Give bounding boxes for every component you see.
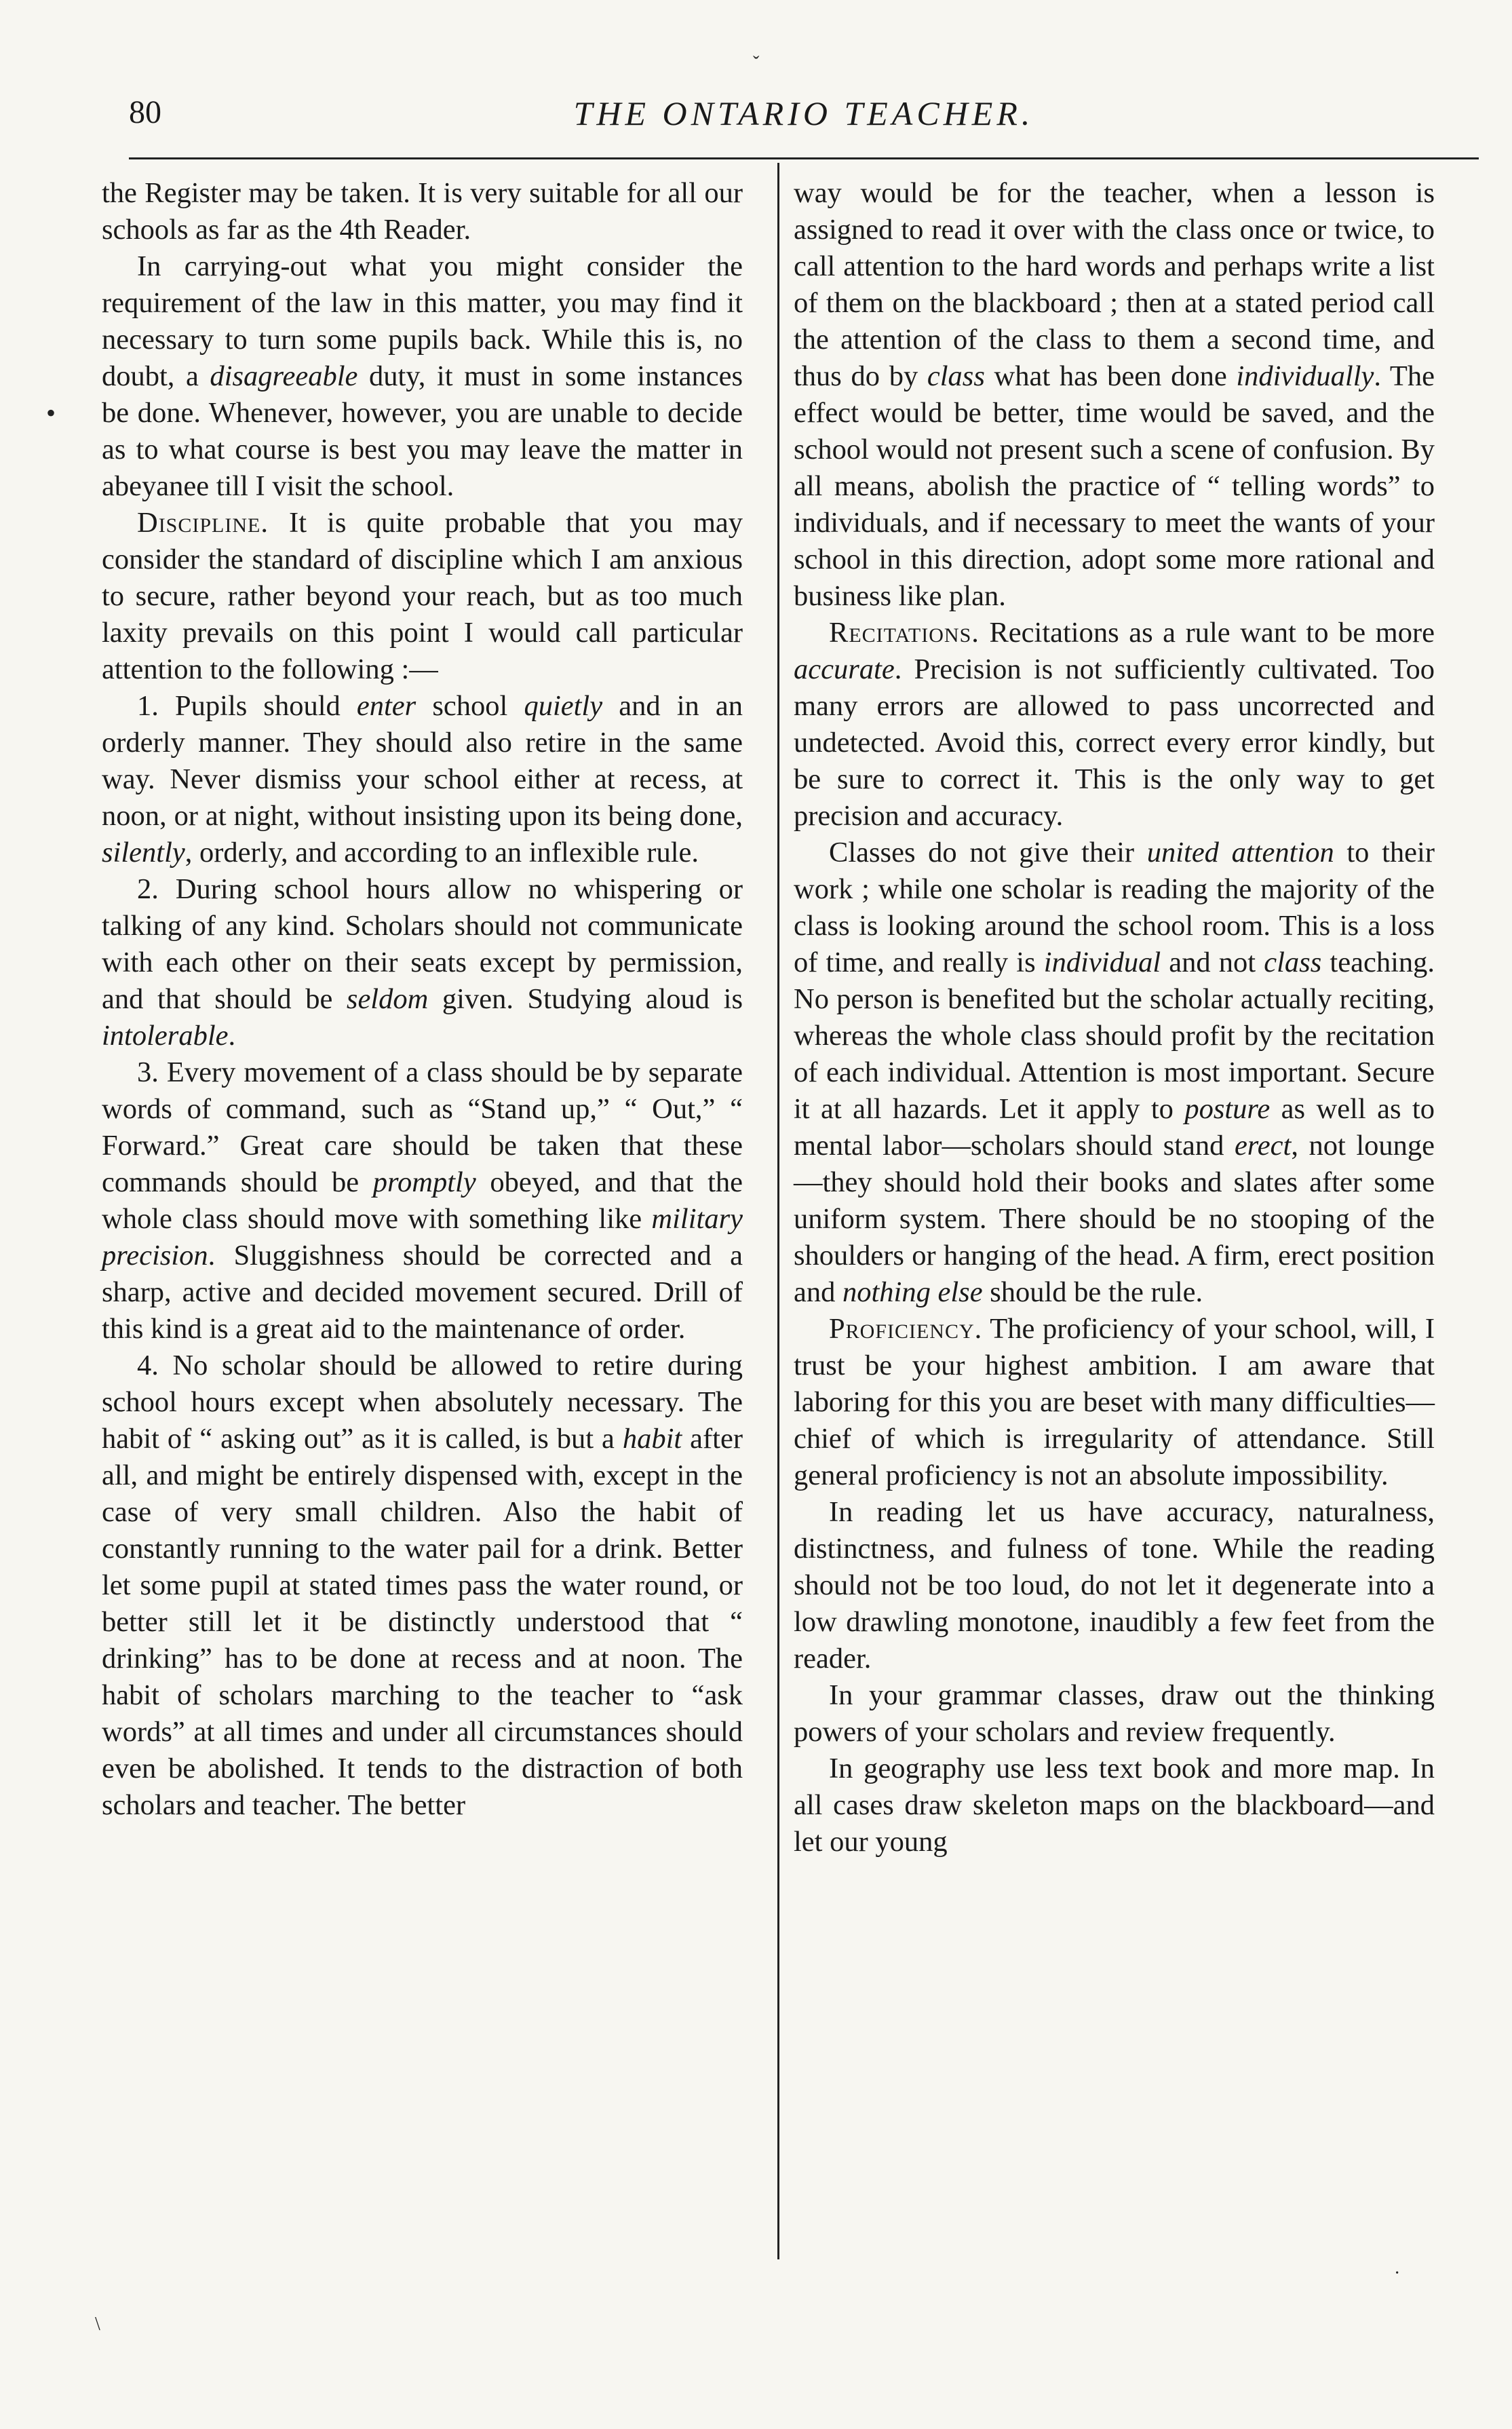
stray-mark-tick: \ — [95, 2314, 100, 2335]
paragraph-proficiency: Proficiency. The proficiency of your school, will, I trust be your highest ambition. I am aware that laboring for this you are beset with many difficulties—chief of which is irregularity of attendance. Still general proficiency is not an absolute impossibility. — [794, 1313, 1435, 1491]
right-column — [794, 175, 1435, 1860]
left-column — [102, 175, 743, 1824]
stray-mark-dot: • — [46, 398, 56, 428]
section-heading-discipline: Discipline. — [137, 507, 269, 539]
stray-mark-tick: ˇ — [753, 53, 760, 74]
paragraph-discipline: Discipline. It is quite probable that you may consider the standard of discipline which I am anxious to secure, rather beyond your reach, but as too much laxity prevails on this point I would call particular attention to the following :— — [102, 507, 743, 685]
page-header — [129, 88, 1479, 149]
list-item: 3. Every movement of a class should be by separate words of command, such as “Stand up,” “ Out,” “ Forward.” Great care should be taken that these commands should be promptly obeyed, and that the whole class should move with something like military precision. Sluggishness should be corrected and a sharp, active and decided movement secured. Drill of this kind is a great aid to the maintenance of order. — [102, 1056, 743, 1345]
list-item: 4. No scholar should be allowed to retire during school hours except when absolutely necessary. The habit of “ asking out” as it is called, is but a habit after all, and might be entirely dispensed with, except in the case of very small children. Also the habit of constantly running to the water pail for a drink. Better let some pupil at stated times pass the water round, or better still let it be distinctly understood that “ drinking” has to be done at recess and at noon. The habit of scholars marching to the teacher to “ask words” at all times and under all circumstances should even be abolished. It tends to the distraction of both scholars and teacher. The better — [102, 1350, 743, 1821]
paragraph: the Register may be taken. It is very suitable for all our schools as far as the 4th Reader. — [102, 177, 743, 246]
header-rule — [129, 157, 1479, 159]
paragraph: In geography use less text book and more map. In all cases draw skeleton maps on the blackboard—and let our young — [794, 1753, 1435, 1858]
stray-mark-dot: · — [1394, 2263, 1401, 2284]
paragraph: In reading let us have accuracy, naturalness, distinctness, and fulness of tone. While the reading should not be too loud, do not let it degenerate into a low drawling monotone, inaudibly a few feet from the reader. — [794, 1496, 1435, 1675]
section-heading-recitations: Recitations. — [829, 617, 980, 649]
paragraph: way would be for the teacher, when a lesson is assigned to read it over with the class once or twice, to call attention to the hard words and perhaps write a list of them on the blackboard ; then at a stated period call the attention of the class to them a second time, and thus do by class what has been done individually. The effect would be better, time would be saved, and the school would not present such a scene of confusion. By all means, abolish the practice of “ telling words” to individuals, and if necessary to meet the wants of your school in this direction, adopt some more rational and business like plan. — [794, 177, 1435, 612]
list-item: 1. Pupils should enter school quietly and in an orderly manner. They should also retire in the same way. Never dismiss your school either at recess, at noon, or at night, without insisting upon its being done, silently, orderly, and according to an inflexible rule. — [102, 690, 743, 868]
paragraph: In carrying-out what you might consider the requirement of the law in this matter, you may find it necessary to turn some pupils back. While this is, no doubt, a disagreeable duty, it must in some instances be done. Whenever, however, you are unable to decide as to what course is best you may leave the matter in abeyanee till I visit the school. — [102, 250, 743, 502]
section-heading-proficiency: Proficiency. — [829, 1313, 983, 1345]
paragraph: In your grammar classes, draw out the thinking powers of your scholars and review frequently. — [794, 1679, 1435, 1748]
page-number: 80 — [129, 94, 161, 130]
running-title: THE ONTARIO TEACHER. — [573, 94, 1034, 132]
paragraph-recitations: Recitations. Recitations as a rule want to be more accurate. Precision is not sufficiently cultivated. Too many errors are allowed to pass uncorrected and undetected. Avoid this, correct every error kindly, but be sure to correct it. This is the only way to get precision and accuracy. — [794, 617, 1435, 832]
list-item: 2. During school hours allow no whispering or talking of any kind. Scholars should not communicate with each other on their seats except by permission, and that should be seldom given. Studying aloud is intolerable. — [102, 873, 743, 1052]
paragraph: Classes do not give their united attention to their work ; while one scholar is reading the majority of the class is looking around the school room. This is a loss of time, and really is individual and not class teaching. No person is benefited but the scholar actually reciting, whereas the whole class should profit by the recitation of each individual. Attention is most important. Secure it at all hazards. Let it apply to posture as well as to mental labor—scholars should stand erect, not lounge—they should hold their books and slates after some uniform system. There should be no stooping of the shoulders or hanging of the head. A firm, erect position and nothing else should be the rule. — [794, 837, 1435, 1308]
column-rule — [777, 163, 779, 2259]
